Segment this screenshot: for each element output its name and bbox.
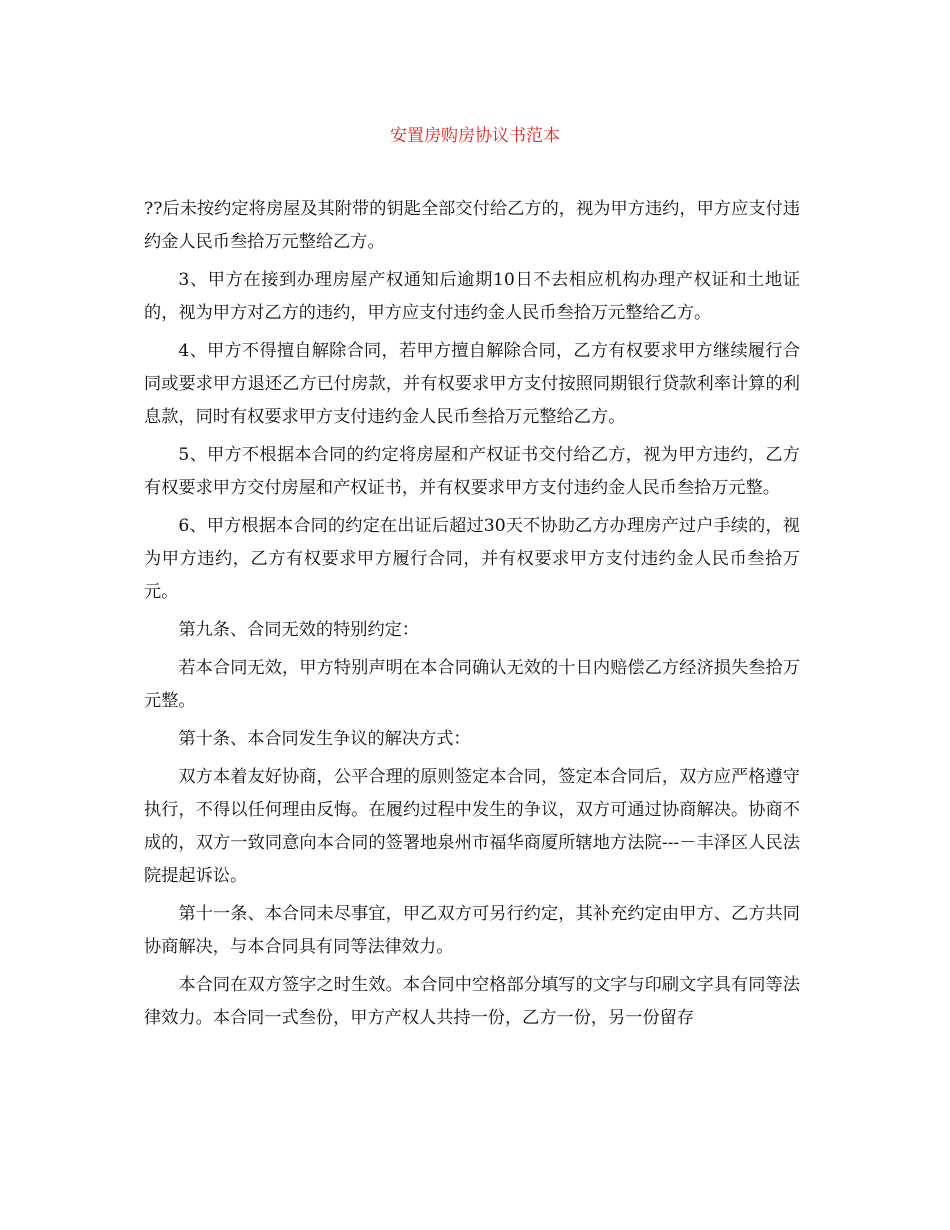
- paragraph-clause-6: 6、甲方根据本合同的约定在出证后超过30天不协助乙方办理房产过户手续的，视为甲方违约，乙方有权要求甲方履行合同，并有权要求甲方支付违约金人民币叁拾万元。: [144, 516, 800, 602]
- article-10-heading: 第十条、本合同发生争议的解决方式：: [178, 729, 471, 749]
- paragraph-clause-3: 3、甲方在接到办理房屋产权通知后逾期10日不去相应机构办理产权证和土地证的，视为甲方对乙方的违约，甲方应支付违约金人民币叁拾万元整给乙方。: [144, 270, 800, 323]
- article-9-heading: 第九条、合同无效的特别约定：: [178, 620, 420, 640]
- article-11-text: 第十一条、本合同未尽事宜，甲乙双方可另行约定，其补充约定由甲方、乙方共同协商解决，与本合同具有同等法律效力。: [144, 904, 800, 957]
- paragraph-clause-4: 4、甲方不得擅自解除合同，若甲方擅自解除合同，乙方有权要求甲方继续履行合同或要求甲方退还乙方已付房款，并有权要求甲方支付按照同期银行贷款利率计算的利息款，同时有权要求甲方支付违约金人民币叁拾万元整给乙方。: [144, 341, 800, 427]
- paragraph-clause-5: 5、甲方不根据本合同的约定将房屋和产权证书交付给乙方，视为甲方违约，乙方有权要求甲方交付房屋和产权证书，并有权要求甲方支付违约金人民币叁拾万元整。: [144, 445, 800, 498]
- article-10-text: 双方本着友好协商，公平合理的原则签定本合同，签定本合同后，双方应严格遵守执行，不得以任何理由反悔。在履约过程中发生的争议，双方可通过协商解决。协商不成的，双方一致同意向本合同的签署地泉州市福华商厦所辖地方法院---－丰泽区人民法院提起诉讼。: [144, 767, 800, 886]
- document-title: 安置房购房协议书范本: [390, 126, 560, 146]
- document-body: [144, 193, 800, 1040]
- article-9-text: 若本合同无效，甲方特别声明在本合同确认无效的十日内赔偿乙方经济损失叁拾万元整。: [144, 658, 800, 711]
- effectiveness-text: 本合同在双方签字之时生效。本合同中空格部分填写的文字与印刷文字具有同等法律效力。本合同一式叁份，甲方产权人共持一份，乙方一份，另一份留存: [144, 975, 800, 1028]
- paragraph-continuation: ??后未按约定将房屋及其附带的钥匙全部交付给乙方的，视为甲方违约，甲方应支付违约金人民币叁拾万元整给乙方。: [144, 199, 800, 252]
